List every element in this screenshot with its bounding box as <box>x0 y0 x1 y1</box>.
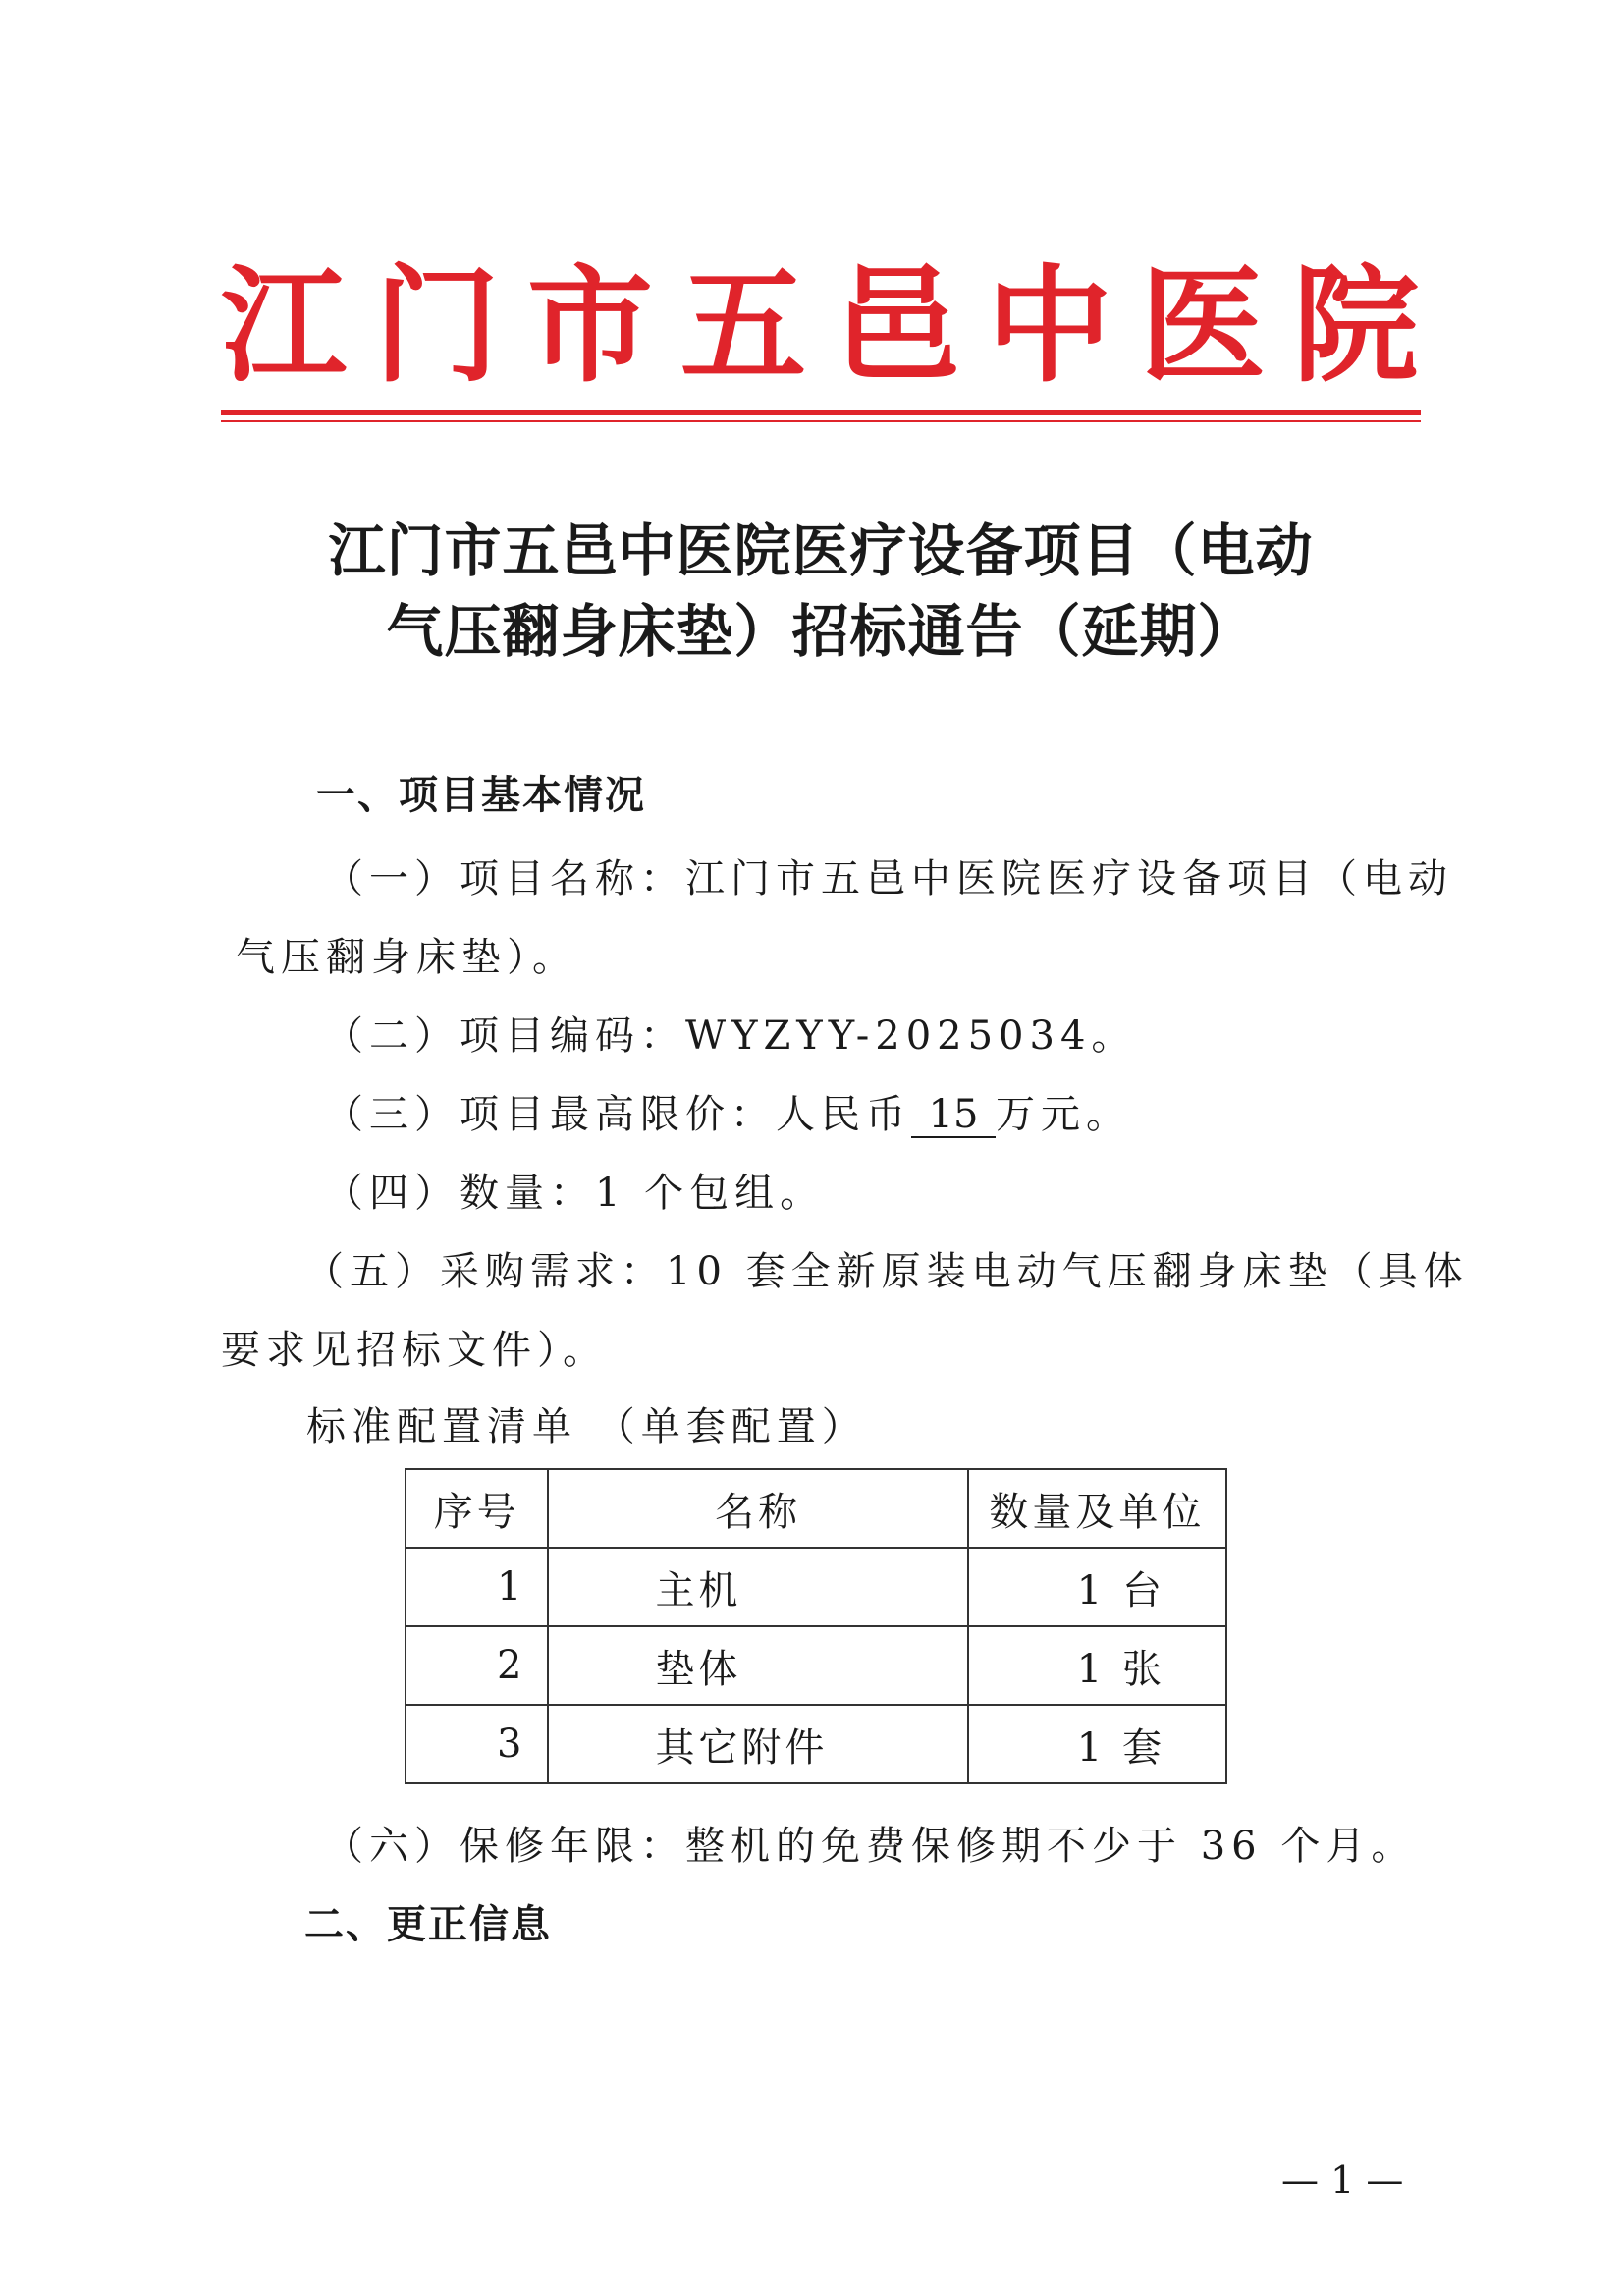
cell-quantity: 1 套 <box>968 1705 1226 1783</box>
document-title <box>221 511 1421 672</box>
item-requirements-line-1: （五）采购需求：10 套全新原装电动气压翻身床垫（具体 <box>304 1249 1469 1294</box>
masthead-char: 邑 <box>833 253 959 400</box>
item-requirements-line-2: 要求见招标文件）。 <box>221 1328 608 1373</box>
table-row <box>406 1626 1226 1705</box>
item-max-price <box>324 1090 1131 1139</box>
masthead-char: 市 <box>526 253 653 400</box>
cell-name: 垫体 <box>548 1626 967 1705</box>
item-project-code: （二）项目编码：WYZYY-2025034。 <box>324 1013 1137 1059</box>
header-name: 名称 <box>548 1469 967 1548</box>
cell-quantity: 1 台 <box>968 1548 1226 1626</box>
max-price-suffix: 万元。 <box>996 1092 1131 1137</box>
table-row <box>406 1705 1226 1783</box>
masthead-char: 医 <box>1139 253 1266 400</box>
masthead-char: 院 <box>1292 253 1419 400</box>
title-line-1: 江门市五邑中医院医疗设备项目（电动 <box>328 518 1314 584</box>
item-quantity: （四）数量：1 个包组。 <box>324 1171 826 1216</box>
section-heading-correction-info: 二、更正信息 <box>304 1902 552 1947</box>
max-price-value: 15 <box>911 1093 996 1138</box>
item-project-name-line-2: 气压翻身床垫）。 <box>236 935 577 980</box>
header-serial: 序号 <box>406 1469 548 1548</box>
masthead-divider-thin <box>221 420 1421 422</box>
page-number: — 1 — <box>1281 2158 1404 2202</box>
item-warranty: （六）保修年限：整机的免费保修期不少于 36 个月。 <box>324 1824 1417 1869</box>
title-line-2: 气压翻身床垫）招标通告（延期） <box>386 598 1256 665</box>
item-project-name-line-1: （一）项目名称：江门市五邑中医院医疗设备项目（电动 <box>324 856 1453 901</box>
masthead-divider-thick <box>221 410 1421 415</box>
table-row <box>406 1548 1226 1626</box>
section-heading-basic-info: 一、项目基本情况 <box>316 773 646 818</box>
max-price-prefix: （三）项目最高限价：人民币 <box>324 1092 911 1137</box>
masthead-char: 江 <box>221 253 348 400</box>
table-header-row <box>406 1469 1226 1548</box>
masthead-char: 五 <box>679 253 806 400</box>
masthead-char: 中 <box>986 253 1112 400</box>
cell-name: 主机 <box>548 1548 967 1626</box>
cell-serial: 1 <box>406 1548 548 1626</box>
masthead-char: 门 <box>373 253 500 400</box>
organization-masthead <box>221 253 1419 401</box>
table-caption: 标准配置清单 （单套配置） <box>306 1404 867 1449</box>
cell-serial: 3 <box>406 1705 548 1783</box>
configuration-table <box>405 1468 1227 1784</box>
header-quantity: 数量及单位 <box>968 1469 1226 1548</box>
cell-quantity: 1 张 <box>968 1626 1226 1705</box>
cell-serial: 2 <box>406 1626 548 1705</box>
cell-name: 其它附件 <box>548 1705 967 1783</box>
